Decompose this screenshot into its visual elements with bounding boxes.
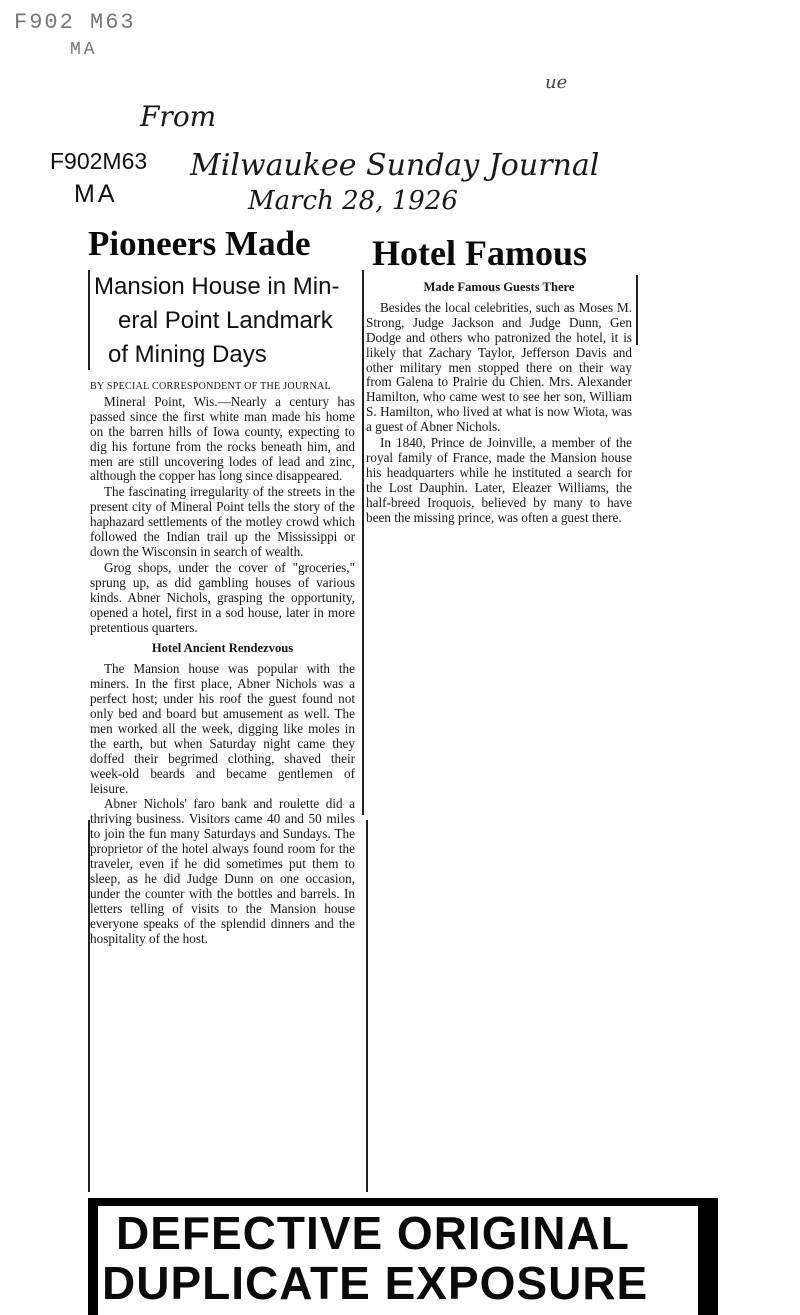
column-rule-clip-right: [366, 820, 368, 1192]
archive-code-sub: MA: [70, 40, 98, 60]
section-head-rendezvous: Hotel Ancient Rendezvous: [151, 641, 294, 656]
column-rule-right: [636, 275, 638, 345]
column-rule-center: [362, 270, 364, 815]
left-column: [90, 380, 355, 948]
handwritten-source: Milwaukee Sunday Journal: [190, 148, 600, 183]
paragraph: In 1840, Prince de Joinville, a member of the royal family of France, made the Mansion house his headquarters while he instituted a search for the Lost Dauphin. Later, Eleazer Williams, the half-breed Iroquois, believed by many to have been the missing prince, was often a guest there.: [366, 435, 632, 525]
handwritten-date: March 28, 1926: [248, 186, 458, 216]
section-head-guests: Made Famous Guests There: [423, 280, 575, 294]
handwritten-from: From: [140, 100, 217, 133]
defect-banner-line-1: DEFECTIVE ORIGINAL: [116, 1207, 630, 1259]
defect-banner: [88, 1198, 718, 1315]
archive-code-stamp: F902 M63: [14, 10, 136, 35]
defect-banner-line-2: DUPLICATE EXPOSURE: [102, 1257, 649, 1309]
handwritten-code-sub: MA: [74, 180, 118, 208]
paragraph: Mineral Point, Wis.—Nearly a century has passed since the first white man made his home on the barren hills of Iowa county, expecting to dig his fortune from the rocks beneath him, and men are still uncovering lodes of lead and zinc, although the copper has long since disappeared.: [90, 393, 355, 484]
corner-mark: ue: [545, 72, 568, 93]
paragraph: The Mansion house was popular with the miners. In the first place, Abner Nichols was a perfect host; under his roof the guest found not only bed and board but amusement as well. The men worked all the week, digging like moles in the earth, but when Saturday night came they doffed their begrimed clothing, shaved their week-old beards and became gentlemen of leisure.: [90, 661, 355, 796]
paragraph: The fascinating irregularity of the streets in the present city of Mineral Point tells the story of the haphazard settlements of the motley crowd which followed the Indian trail up the Mississippi or down the Wisconsin in search of wealth.: [90, 484, 355, 559]
subhead-line-1: Mansion House in Min-: [94, 273, 340, 300]
paragraph: Besides the local celebrities, such as Moses M. Strong, Judge Jackson and Judge Dunn, Gen Dodge and others who patronized the hotel, it is likely that Zachary Taylor, Jefferson Davis and other military men stopped there on their way from Galena to Prairie du Chien. Mrs. Alexander Hamilton, who came west to see her son, William S. Hamilton, who lived at what is now Wiota, was a guest of Abner Nichols.: [366, 299, 632, 435]
right-column: [366, 280, 632, 527]
headline-left: Pioneers Made: [88, 224, 311, 263]
paragraph: Abner Nichols' faro bank and roulette did a thriving business. Visitors came 40 and 50 miles to join the fun many Saturdays and Sundays. The proprietor of the hotel always found room for the traveler, even if he did sometimes put them to sleep, as he did Judge Dunn on one occasion, under the counter with the bottles and barrels. In letters telling of visits to the Mansion house everyone speaks of the splendid dinners and the hospitality of the host.: [90, 796, 355, 946]
column-rule-left-top: [88, 270, 90, 370]
article-subhead: [94, 270, 356, 372]
subhead-line-2: eral Point Landmark: [118, 307, 333, 334]
subhead-line-3: of Mining Days: [108, 341, 267, 368]
handwritten-code: F902M63: [50, 148, 148, 174]
paragraph: Grog shops, under the cover of "groceries," sprung up, as did gambling houses of various kinds. Abner Nichols, grasping the opportunity, opened a hotel, first in a sod house, later in more pretentious quarters.: [90, 559, 355, 635]
byline: BY SPECIAL CORRESPONDENT OF THE JOURNAL: [90, 381, 331, 392]
headline-right: Hotel Famous: [372, 233, 587, 273]
